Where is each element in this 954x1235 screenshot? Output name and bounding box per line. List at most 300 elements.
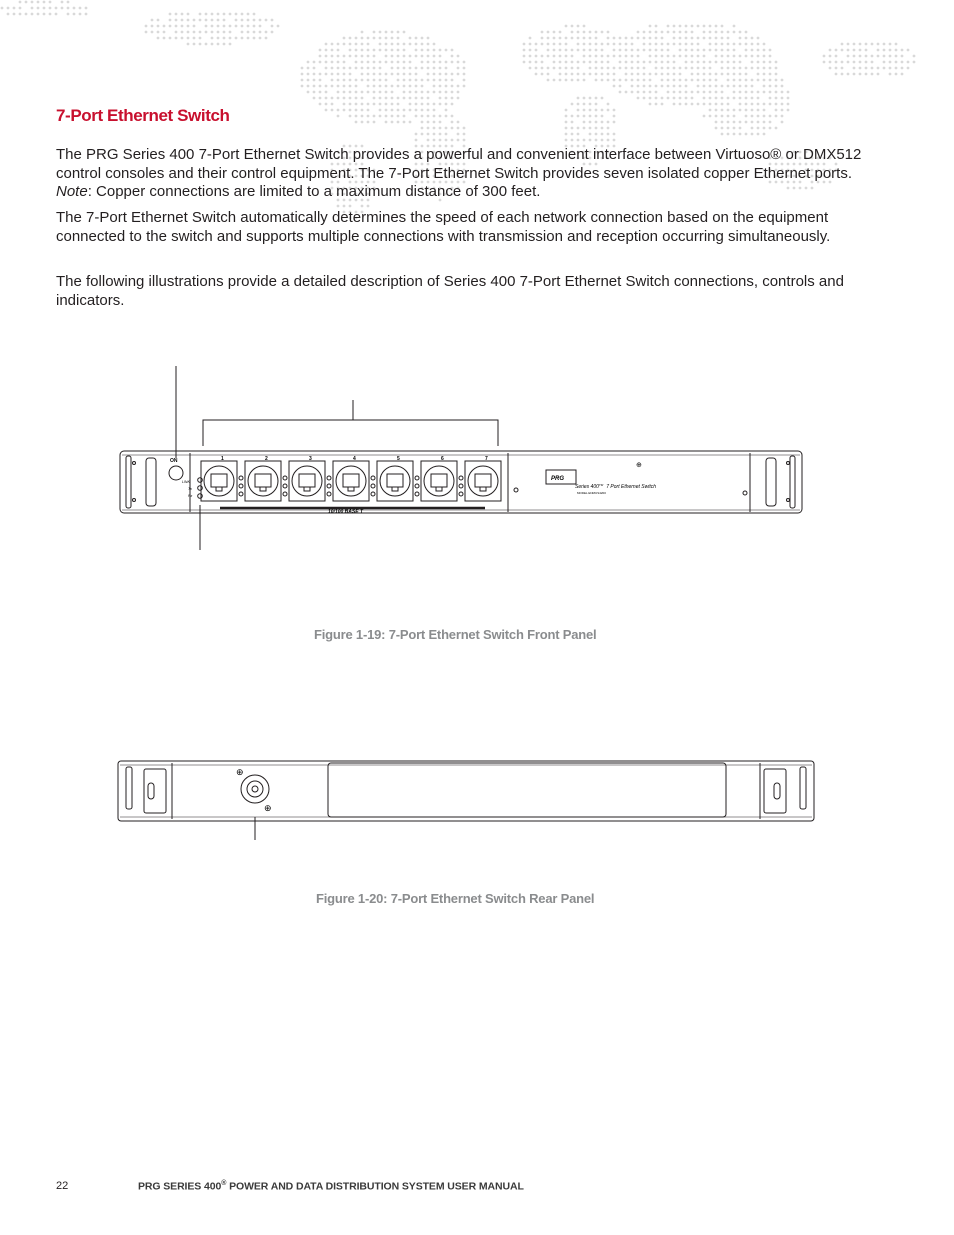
map-dot bbox=[205, 31, 208, 34]
map-dot bbox=[157, 31, 160, 34]
map-dot bbox=[733, 31, 736, 34]
map-dot bbox=[409, 67, 412, 70]
map-dot bbox=[427, 37, 430, 40]
map-dot bbox=[859, 43, 862, 46]
port-led bbox=[459, 476, 463, 480]
map-dot bbox=[583, 115, 586, 118]
map-dot bbox=[391, 37, 394, 40]
map-dot bbox=[331, 55, 334, 58]
map-dot bbox=[679, 73, 682, 76]
map-dot bbox=[451, 55, 454, 58]
map-dot bbox=[619, 43, 622, 46]
map-dot bbox=[715, 61, 718, 64]
map-dot bbox=[571, 55, 574, 58]
map-dot bbox=[631, 91, 634, 94]
map-dot bbox=[763, 61, 766, 64]
map-dot bbox=[193, 37, 196, 40]
map-dot bbox=[319, 55, 322, 58]
map-dot bbox=[823, 61, 826, 64]
map-dot bbox=[895, 67, 898, 70]
map-dot bbox=[859, 49, 862, 52]
map-dot bbox=[649, 79, 652, 82]
map-dot bbox=[319, 79, 322, 82]
map-dot bbox=[187, 31, 190, 34]
map-dot bbox=[229, 43, 232, 46]
map-dot bbox=[571, 49, 574, 52]
map-dot bbox=[889, 61, 892, 64]
map-dot bbox=[181, 25, 184, 28]
map-dot bbox=[781, 91, 784, 94]
map-dot bbox=[883, 61, 886, 64]
map-dot bbox=[313, 67, 316, 70]
map-dot bbox=[757, 121, 760, 124]
port-number-label: 1 bbox=[221, 456, 224, 462]
speed-paragraph: The 7-Port Ethernet Switch automatically determines the speed of each network connection based on the equipment connected to the switch and supports multiple connections with transmission and reception occurring simultaneously. bbox=[56, 209, 831, 245]
map-dot bbox=[727, 121, 730, 124]
map-dot bbox=[409, 97, 412, 100]
map-dot bbox=[643, 85, 646, 88]
map-dot bbox=[313, 73, 316, 76]
map-dot bbox=[175, 25, 178, 28]
map-dot bbox=[433, 133, 436, 136]
map-dot bbox=[769, 127, 772, 130]
map-dot bbox=[415, 67, 418, 70]
map-dot bbox=[709, 73, 712, 76]
map-dot bbox=[685, 97, 688, 100]
map-dot bbox=[583, 79, 586, 82]
map-dot bbox=[595, 115, 598, 118]
map-dot bbox=[277, 25, 280, 28]
map-dot bbox=[355, 37, 358, 40]
map-dot bbox=[667, 61, 670, 64]
map-dot bbox=[757, 49, 760, 52]
map-dot bbox=[13, 7, 16, 10]
map-dot bbox=[397, 67, 400, 70]
map-dot bbox=[877, 49, 880, 52]
map-dot bbox=[451, 97, 454, 100]
map-dot bbox=[601, 67, 604, 70]
port-number-label: 6 bbox=[441, 456, 444, 462]
map-dot bbox=[211, 13, 214, 16]
map-dot bbox=[781, 103, 784, 106]
map-dot bbox=[889, 67, 892, 70]
map-dot bbox=[199, 19, 202, 22]
map-dot bbox=[601, 73, 604, 76]
ethernet-port[interactable] bbox=[201, 456, 237, 501]
map-dot bbox=[247, 13, 250, 16]
map-dot bbox=[43, 7, 46, 10]
map-dot bbox=[613, 73, 616, 76]
map-dot bbox=[565, 73, 568, 76]
map-dot bbox=[745, 79, 748, 82]
map-dot bbox=[19, 1, 22, 4]
map-dot bbox=[655, 49, 658, 52]
map-dot bbox=[457, 97, 460, 100]
map-dot bbox=[559, 55, 562, 58]
map-dot bbox=[13, 13, 16, 16]
map-dot bbox=[205, 19, 208, 22]
map-dot bbox=[763, 109, 766, 112]
map-dot bbox=[187, 19, 190, 22]
map-dot bbox=[415, 97, 418, 100]
map-dot bbox=[565, 61, 568, 64]
map-dot bbox=[547, 31, 550, 34]
map-dot bbox=[241, 13, 244, 16]
map-dot bbox=[739, 133, 742, 136]
port-number-label: 5 bbox=[397, 456, 400, 462]
map-dot bbox=[553, 49, 556, 52]
map-dot bbox=[241, 25, 244, 28]
map-dot bbox=[709, 25, 712, 28]
map-dot bbox=[607, 127, 610, 130]
map-dot bbox=[595, 31, 598, 34]
map-dot bbox=[637, 91, 640, 94]
map-dot bbox=[751, 79, 754, 82]
map-dot bbox=[745, 91, 748, 94]
map-dot bbox=[409, 103, 412, 106]
map-dot bbox=[331, 61, 334, 64]
map-dot bbox=[601, 49, 604, 52]
map-dot bbox=[595, 97, 598, 100]
map-dot bbox=[391, 67, 394, 70]
map-dot bbox=[403, 97, 406, 100]
map-dot bbox=[67, 13, 70, 16]
map-dot bbox=[703, 49, 706, 52]
map-dot bbox=[871, 73, 874, 76]
map-dot bbox=[355, 121, 358, 124]
map-dot bbox=[715, 25, 718, 28]
map-dot bbox=[343, 79, 346, 82]
map-dot bbox=[337, 55, 340, 58]
map-dot bbox=[391, 97, 394, 100]
map-dot bbox=[889, 43, 892, 46]
map-dot bbox=[55, 7, 58, 10]
map-dot bbox=[643, 43, 646, 46]
page-number: 22 bbox=[56, 1180, 69, 1192]
map-dot bbox=[355, 61, 358, 64]
map-dot bbox=[307, 85, 310, 88]
map-dot bbox=[553, 67, 556, 70]
intro-text-b: : Copper connections are limited to a maximum distance of 300 feet. bbox=[87, 183, 541, 200]
map-dot bbox=[535, 49, 538, 52]
map-dot bbox=[409, 43, 412, 46]
map-dot bbox=[301, 67, 304, 70]
map-dot bbox=[757, 115, 760, 118]
map-dot bbox=[637, 61, 640, 64]
map-dot bbox=[205, 13, 208, 16]
map-dot bbox=[781, 79, 784, 82]
map-dot bbox=[739, 127, 742, 130]
map-dot bbox=[757, 133, 760, 136]
map-dot bbox=[259, 37, 262, 40]
map-dot bbox=[229, 37, 232, 40]
map-dot bbox=[703, 91, 706, 94]
map-dot bbox=[367, 109, 370, 112]
map-dot bbox=[739, 55, 742, 58]
map-dot bbox=[19, 13, 22, 16]
map-dot bbox=[589, 115, 592, 118]
map-dot bbox=[901, 55, 904, 58]
map-dot bbox=[673, 37, 676, 40]
map-dot bbox=[343, 37, 346, 40]
map-dot bbox=[595, 109, 598, 112]
map-dot bbox=[421, 97, 424, 100]
map-dot bbox=[595, 139, 598, 142]
map-dot bbox=[535, 55, 538, 58]
map-dot bbox=[619, 55, 622, 58]
map-dot bbox=[751, 67, 754, 70]
map-dot bbox=[679, 55, 682, 58]
map-dot bbox=[775, 67, 778, 70]
ethernet-port[interactable] bbox=[371, 456, 413, 501]
map-dot bbox=[655, 31, 658, 34]
map-dot bbox=[331, 103, 334, 106]
map-dot bbox=[697, 43, 700, 46]
map-dot bbox=[667, 55, 670, 58]
map-dot bbox=[625, 55, 628, 58]
map-dot bbox=[775, 127, 778, 130]
map-dot bbox=[301, 73, 304, 76]
map-dot bbox=[739, 121, 742, 124]
map-dot bbox=[241, 37, 244, 40]
map-dot bbox=[427, 115, 430, 118]
map-dot bbox=[703, 115, 706, 118]
map-dot bbox=[427, 91, 430, 94]
ethernet-port[interactable] bbox=[459, 456, 501, 501]
map-dot bbox=[709, 67, 712, 70]
map-dot bbox=[331, 79, 334, 82]
map-dot bbox=[427, 97, 430, 100]
map-dot bbox=[157, 37, 160, 40]
map-dot bbox=[343, 97, 346, 100]
map-dot bbox=[679, 97, 682, 100]
port-led bbox=[283, 492, 287, 496]
map-dot bbox=[565, 37, 568, 40]
ethernet-port[interactable] bbox=[415, 456, 457, 501]
map-dot bbox=[571, 73, 574, 76]
map-dot bbox=[757, 91, 760, 94]
map-dot bbox=[835, 49, 838, 52]
ethernet-port[interactable] bbox=[239, 456, 281, 501]
map-dot bbox=[913, 61, 916, 64]
map-dot bbox=[649, 61, 652, 64]
ethernet-port[interactable] bbox=[327, 456, 369, 501]
map-dot bbox=[649, 43, 652, 46]
map-dot bbox=[421, 109, 424, 112]
map-dot bbox=[715, 55, 718, 58]
map-dot bbox=[685, 49, 688, 52]
map-dot bbox=[655, 61, 658, 64]
map-dot bbox=[337, 67, 340, 70]
map-dot bbox=[361, 91, 364, 94]
map-dot bbox=[529, 49, 532, 52]
map-dot bbox=[433, 127, 436, 130]
map-dot bbox=[757, 103, 760, 106]
map-dot bbox=[769, 91, 772, 94]
map-dot bbox=[541, 61, 544, 64]
figure-19-caption: Figure 1-19: 7-Port Ethernet Switch Front Panel bbox=[314, 627, 597, 642]
on-label: ON bbox=[170, 458, 178, 464]
map-dot bbox=[649, 103, 652, 106]
map-dot bbox=[457, 85, 460, 88]
ethernet-port[interactable] bbox=[283, 456, 325, 501]
map-dot bbox=[37, 13, 40, 16]
map-dot bbox=[715, 85, 718, 88]
map-dot bbox=[733, 25, 736, 28]
map-dot bbox=[871, 55, 874, 58]
map-dot bbox=[325, 61, 328, 64]
map-dot bbox=[385, 49, 388, 52]
ports-callout-bracket bbox=[203, 420, 498, 446]
map-dot bbox=[691, 61, 694, 64]
map-dot bbox=[403, 91, 406, 94]
map-dot bbox=[763, 43, 766, 46]
map-dot bbox=[757, 61, 760, 64]
map-dot bbox=[271, 19, 274, 22]
map-dot bbox=[865, 61, 868, 64]
map-dot bbox=[691, 43, 694, 46]
map-dot bbox=[727, 109, 730, 112]
map-dot bbox=[319, 85, 322, 88]
map-dot bbox=[577, 43, 580, 46]
map-dot bbox=[445, 115, 448, 118]
map-dot bbox=[313, 61, 316, 64]
map-dot bbox=[757, 43, 760, 46]
map-dot bbox=[343, 85, 346, 88]
port-number-label: 2 bbox=[265, 456, 268, 462]
map-dot bbox=[565, 43, 568, 46]
map-dot bbox=[433, 139, 436, 142]
map-dot bbox=[73, 7, 76, 10]
map-dot bbox=[421, 49, 424, 52]
map-dot bbox=[547, 67, 550, 70]
map-dot bbox=[745, 133, 748, 136]
map-dot bbox=[673, 91, 676, 94]
power-switch bbox=[169, 466, 183, 480]
map-dot bbox=[583, 31, 586, 34]
map-dot bbox=[397, 61, 400, 64]
map-dot bbox=[361, 115, 364, 118]
map-dot bbox=[853, 67, 856, 70]
map-dot bbox=[427, 73, 430, 76]
map-dot bbox=[775, 115, 778, 118]
map-dot bbox=[559, 73, 562, 76]
map-dot bbox=[235, 13, 238, 16]
map-dot bbox=[259, 25, 262, 28]
map-dot bbox=[565, 55, 568, 58]
map-dot bbox=[61, 7, 64, 10]
map-dot bbox=[583, 73, 586, 76]
map-dot bbox=[859, 61, 862, 64]
map-dot bbox=[769, 115, 772, 118]
map-dot bbox=[601, 55, 604, 58]
map-dot bbox=[355, 43, 358, 46]
map-dot bbox=[775, 109, 778, 112]
map-dot bbox=[541, 43, 544, 46]
map-dot bbox=[697, 73, 700, 76]
map-dot bbox=[373, 49, 376, 52]
map-dot bbox=[697, 49, 700, 52]
map-dot bbox=[739, 31, 742, 34]
map-dot bbox=[391, 121, 394, 124]
map-dot bbox=[421, 67, 424, 70]
map-dot bbox=[451, 103, 454, 106]
map-dot bbox=[703, 79, 706, 82]
map-dot bbox=[763, 73, 766, 76]
map-dot bbox=[391, 109, 394, 112]
map-dot bbox=[445, 109, 448, 112]
map-dot bbox=[457, 73, 460, 76]
product-label-series: Series 400™ 7 Port Ethernet Switch bbox=[575, 483, 656, 490]
map-dot bbox=[745, 121, 748, 124]
map-dot bbox=[733, 109, 736, 112]
map-dot bbox=[649, 73, 652, 76]
map-dot bbox=[325, 91, 328, 94]
map-dot bbox=[721, 61, 724, 64]
map-dot bbox=[457, 127, 460, 130]
map-dot bbox=[685, 67, 688, 70]
map-dot bbox=[775, 79, 778, 82]
map-dot bbox=[589, 55, 592, 58]
map-dot bbox=[409, 37, 412, 40]
map-dot bbox=[715, 43, 718, 46]
map-dot bbox=[673, 43, 676, 46]
port-number-label: 3 bbox=[309, 456, 312, 462]
map-dot bbox=[247, 19, 250, 22]
map-dot bbox=[625, 67, 628, 70]
map-dot bbox=[733, 55, 736, 58]
map-dot bbox=[619, 37, 622, 40]
map-dot bbox=[403, 31, 406, 34]
map-dot bbox=[889, 55, 892, 58]
map-dot bbox=[721, 97, 724, 100]
map-dot bbox=[619, 91, 622, 94]
map-dot bbox=[355, 67, 358, 70]
map-dot bbox=[613, 79, 616, 82]
map-dot bbox=[877, 55, 880, 58]
map-dot bbox=[691, 55, 694, 58]
map-dot bbox=[409, 79, 412, 82]
map-dot bbox=[697, 91, 700, 94]
map-dot bbox=[655, 55, 658, 58]
map-dot bbox=[901, 61, 904, 64]
map-dot bbox=[367, 61, 370, 64]
map-dot bbox=[547, 79, 550, 82]
map-dot bbox=[409, 85, 412, 88]
map-dot bbox=[271, 31, 274, 34]
map-dot bbox=[373, 55, 376, 58]
rear-panel-figure bbox=[110, 755, 820, 845]
map-dot bbox=[895, 49, 898, 52]
map-dot bbox=[343, 91, 346, 94]
map-dot bbox=[385, 103, 388, 106]
map-dot bbox=[631, 79, 634, 82]
map-dot bbox=[199, 37, 202, 40]
map-dot bbox=[409, 73, 412, 76]
map-dot bbox=[217, 37, 220, 40]
map-dot bbox=[361, 121, 364, 124]
map-dot bbox=[709, 115, 712, 118]
map-dot bbox=[343, 109, 346, 112]
map-dot bbox=[847, 61, 850, 64]
map-dot bbox=[721, 133, 724, 136]
map-dot bbox=[655, 103, 658, 106]
map-dot bbox=[871, 67, 874, 70]
map-dot bbox=[631, 73, 634, 76]
map-dot bbox=[649, 55, 652, 58]
map-dot bbox=[379, 91, 382, 94]
map-dot bbox=[535, 43, 538, 46]
